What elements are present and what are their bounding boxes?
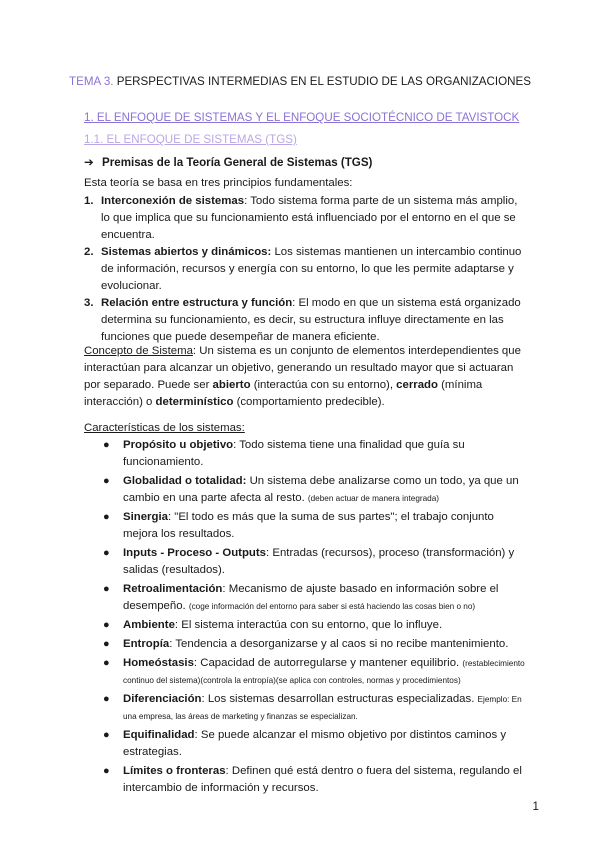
premisas-heading bbox=[84, 154, 372, 171]
list-item bbox=[84, 655, 529, 689]
bullet-icon: ● bbox=[103, 693, 110, 705]
concepto-label: Concepto de Sistema bbox=[84, 345, 193, 357]
intro-paragraph: Esta teoría se basa en tres principios fundamentales: bbox=[84, 177, 353, 189]
description: : Tendencia a desorganizarse y al caos si no recibe mantenimiento. bbox=[169, 638, 509, 650]
list-item bbox=[84, 727, 529, 761]
note: (coge información del entorno para saber si está haciendo las cosas bien o no) bbox=[188, 602, 476, 611]
document-title bbox=[0, 73, 600, 90]
list-item bbox=[84, 509, 529, 543]
bullet-icon: ● bbox=[103, 511, 110, 523]
description: : Todo sistema tiene una finalidad que guía su funcionamiento. bbox=[123, 439, 465, 468]
bullet-icon: ● bbox=[103, 729, 110, 741]
concepto-term: determinístico bbox=[155, 396, 234, 408]
principio-term: Interconexión de sistemas bbox=[101, 195, 245, 207]
subsection-heading: 1.1. EL ENFOQUE DE SISTEMAS (TGS) bbox=[84, 133, 297, 146]
principio-text: : El modo en que un sistema está organizado determina su funcionamiento, es decir, su estructura influye directamente en las funciones que puede desempeñar de manera eficiente. bbox=[101, 297, 521, 343]
list-item bbox=[84, 636, 529, 653]
section-heading: 1. EL ENFOQUE DE SISTEMAS Y EL ENFOQUE SOCIOTÉCNICO DE TAVISTOCK bbox=[84, 111, 520, 124]
description: : Mecanismo de ajuste basado en información sobre el desempeño. bbox=[123, 583, 499, 612]
principios-list bbox=[84, 193, 524, 346]
description: : "El todo es más que la suma de sus partes"; el trabajo conjunto mejora los resultados. bbox=[123, 511, 494, 540]
bullet-icon: ● bbox=[103, 583, 110, 595]
concepto-term: abierto bbox=[212, 379, 251, 391]
list-item bbox=[84, 295, 524, 346]
concepto-text: (comportamiento predecible). bbox=[233, 396, 385, 408]
list-item bbox=[84, 545, 529, 579]
bullet-icon: ● bbox=[103, 765, 110, 777]
principio-term: Relación entre estructura y función bbox=[101, 297, 293, 309]
term: Diferenciación bbox=[123, 693, 202, 705]
page-number: 1 bbox=[532, 800, 539, 813]
list-item bbox=[84, 473, 529, 507]
list-item bbox=[84, 244, 524, 295]
list-item bbox=[84, 617, 529, 634]
description: : Se puede alcanzar el mismo objetivo por distintos caminos y estrategias. bbox=[123, 729, 507, 758]
description: : El sistema interactúa con su entorno, que lo influye. bbox=[174, 619, 443, 631]
description: Un sistema debe analizarse como un todo, ya que un cambio en una parte afecta al resto. bbox=[123, 475, 519, 504]
premisas-text: Premisas de la Teoría General de Sistemas (TGS) bbox=[102, 156, 373, 169]
description: : Capacidad de autorregularse y mantener equilibrio. bbox=[193, 657, 463, 669]
bullet-icon: ● bbox=[103, 638, 110, 650]
concepto-text: (mínima interacción) o bbox=[84, 379, 483, 408]
term: Homeóstasis bbox=[123, 657, 194, 669]
term: Retroalimentación bbox=[123, 583, 223, 595]
list-item bbox=[84, 763, 529, 797]
principio-text: Los sistemas mantienen un intercambio continuo de información, recursos y energía con su entorno, lo que les permite adaptarse y evolucionar. bbox=[101, 246, 522, 292]
note: Ejemplo: En una empresa, las áreas de marketing y finanzas se especializan. bbox=[123, 695, 522, 721]
term: Globalidad o totalidad: bbox=[123, 475, 247, 487]
bullet-icon: ● bbox=[103, 657, 110, 669]
description: : Entradas (recursos), proceso (transformación) y salidas (resultados). bbox=[123, 547, 515, 576]
list-item bbox=[84, 193, 524, 244]
concepto-term: cerrado bbox=[396, 379, 438, 391]
title-text: PERSPECTIVAS INTERMEDIAS EN EL ESTUDIO DE LAS ORGANIZACIONES bbox=[113, 75, 531, 88]
list-item bbox=[84, 437, 529, 471]
bullet-icon: ● bbox=[103, 547, 110, 559]
bullet-icon: ● bbox=[103, 619, 110, 631]
term: Ambiente bbox=[123, 619, 175, 631]
description: : Definen qué está dentro o fuera del sistema, regulando el intercambio de información y recursos. bbox=[123, 765, 522, 794]
list-item bbox=[84, 581, 529, 615]
term: Límites o fronteras bbox=[123, 765, 226, 777]
concepto-paragraph bbox=[84, 343, 524, 411]
concepto-text: (interactúa con su entorno), bbox=[250, 379, 397, 391]
term: Equifinalidad bbox=[123, 729, 195, 741]
list-number: 1. bbox=[84, 195, 94, 207]
bullet-icon: ● bbox=[103, 475, 110, 487]
caracteristicas-list bbox=[84, 437, 529, 799]
list-number: 3. bbox=[84, 297, 94, 309]
term: Sinergia bbox=[123, 511, 168, 523]
caracteristicas-heading: Características de los sistemas: bbox=[84, 422, 245, 434]
principio-term: Sistemas abiertos y dinámicos: bbox=[101, 246, 272, 258]
term: Propósito u objetivo bbox=[123, 439, 234, 451]
title-tema-label: TEMA 3. bbox=[69, 75, 114, 88]
term: Inputs - Proceso - Outputs bbox=[123, 547, 267, 559]
concepto-text: : Un sistema es un conjunto de elementos interdependientes que interactúan para alcanzar un objetivo, generando un resultado mayor que si actuaran por separado. Puede ser bbox=[84, 345, 521, 391]
list-number: 2. bbox=[84, 246, 94, 258]
bullet-icon: ● bbox=[103, 439, 110, 451]
description: : Los sistemas desarrollan estructuras especializadas. bbox=[201, 693, 478, 705]
note: (deben actuar de manera integrada) bbox=[307, 494, 439, 503]
list-item bbox=[84, 691, 529, 725]
note: (restablecimiento continuo del sistema)(controla la entropía)(se aplica con controles, normas y procedimientos) bbox=[123, 659, 525, 685]
arrow-icon: ➔ bbox=[84, 156, 94, 169]
principio-text: : Todo sistema forma parte de un sistema más amplio, lo que implica que su funcionamiento está influenciado por el entorno en el que se encuentra. bbox=[101, 195, 518, 241]
term: Entropía bbox=[123, 638, 170, 650]
